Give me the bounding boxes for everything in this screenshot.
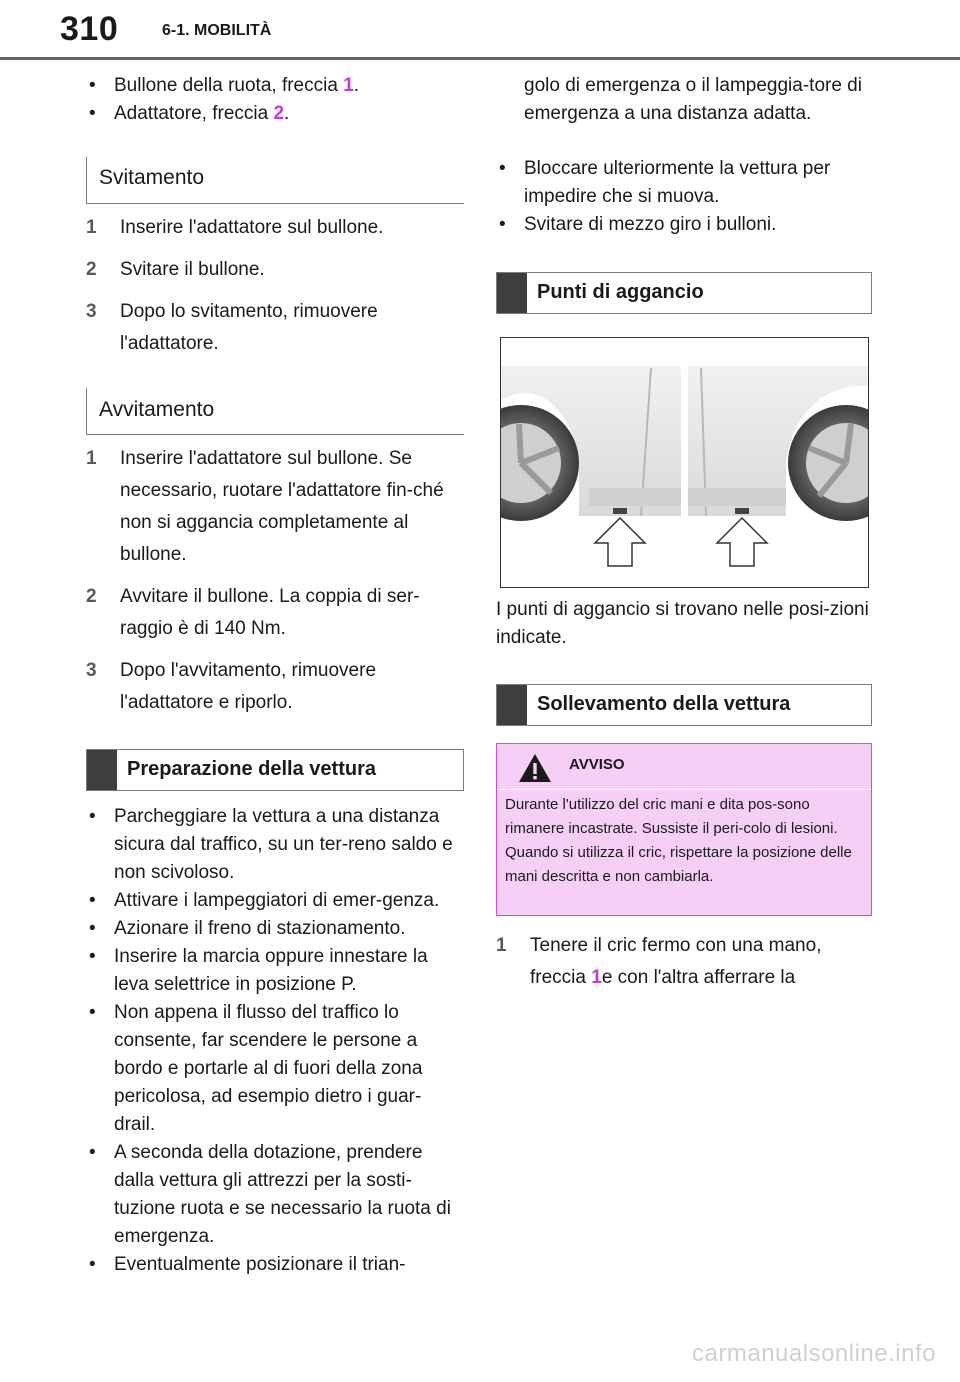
heading-preparazione: Preparazione della vettura [86,749,464,791]
heading-bar [497,273,527,313]
heading-bar [497,685,527,725]
heading-avvitamento: Avvitamento [99,398,215,421]
watermark: carmanualsonline.info [692,1340,936,1367]
list-item: • Attivare i lampeggiatori di emer-genza. [86,887,458,915]
sollevamento-step: 1 Tenere il cric fermo con una mano, freccia 1e con l'altra afferrare la [496,930,872,994]
arrow-up-icon [595,518,645,566]
jacking-points-figure [500,337,869,588]
heading-left-rule [86,157,87,204]
jack-point-left [613,508,627,514]
list-item: • A seconda della dotazione, prendere dalla vettura gli attrezzi per la sosti-tuzione ruota e se necessario la ruota di emergenza. [86,1139,458,1251]
continuation-text: golo di emergenza o il lampeggia-tore di emergenza a una distanza adatta. [524,75,862,124]
arrow-number: 1 [591,967,602,988]
list-item: 3 Dopo lo svitamento, rimuovere l'adattatore. [86,301,378,354]
list-item: 2 Avvitare il bullone. La coppia di ser-raggio è di 140 Nm. [86,586,420,639]
step-number: 1 [496,935,507,956]
page-number: 310 [60,10,119,48]
jack-point-right [735,508,749,514]
list-item: • Inserire la marcia oppure innestare la leva selettrice in posizione P. [86,943,458,999]
figure-caption: I punti di aggancio si trovano nelle posi-zioni indicate. [496,599,869,648]
arrow-number: 1 [343,75,354,96]
page-header [0,0,960,60]
avvitamento-steps [86,443,464,729]
list-item: • Svitare di mezzo giro i bulloni. [496,211,872,239]
side-sill-left [589,488,681,506]
warning-divider [497,789,871,790]
intro-bullet-list [86,72,464,128]
arrow-number: 2 [273,103,285,124]
list-item: • Bloccare ulteriormente la vettura per impedire che si muova. [496,155,872,211]
warning-triangle-icon [517,752,553,784]
list-item: • Eventualmente posizionare il trian- [86,1251,458,1279]
list-item: • Parcheggiare la vettura a una distanza sicura dal traffico, su un ter-reno saldo e non scivoloso. [86,803,458,887]
list-item: 2 Svitare il bullone. [86,259,265,280]
heading-sollevamento: Sollevamento della vettura [496,684,872,726]
heading-svitamento: Svitamento [99,166,205,189]
list-item: 1 Inserire l'adattatore sul bullone. Se necessario, ruotare l'adattatore fin-ché non si aggancia completamente al bullone. [86,448,444,565]
list-item: • Azionare il freno di stazionamento. [86,915,458,943]
svitamento-steps [86,212,464,370]
warning-box [496,743,872,916]
list-item: • Adattatore, freccia 2. [86,100,464,128]
heading-bar [87,750,117,790]
preparazione-bullets [86,803,458,1279]
heading-underline [86,434,464,435]
heading-left-rule [86,388,87,435]
list-item: • Bullone della ruota, freccia 1. [86,72,464,100]
warning-text: Durante l'utilizzo del cric mani e dita pos-sono rimanere incastrate. Sussiste il peri-colo di lesioni. Quando si utilizza il cric, rispettare la posizione delle mani descritta e non cambiarla. [505,796,852,885]
heading-punti-aggancio: Punti di aggancio [496,272,872,314]
car-illustration [501,338,868,587]
arrow-up-icon [717,518,767,566]
header-divider [0,57,960,60]
warning-title: AVVISO [569,756,625,773]
list-item: 1 Inserire l'adattatore sul bullone. [86,217,384,238]
right-bullet-list [496,155,872,239]
section-title: 6-1. MOBILITÀ [162,22,272,39]
list-item: 3 Dopo l'avvitamento, rimuovere l'adattatore e riporlo. [86,660,377,713]
list-item: • Non appena il flusso del traffico lo consente, far scendere le persone a bordo e portarle al di fuori della zona pericolosa, ad esempio dietro i guar-drail. [86,999,458,1139]
heading-underline [86,203,464,204]
side-sill-right [688,488,786,506]
